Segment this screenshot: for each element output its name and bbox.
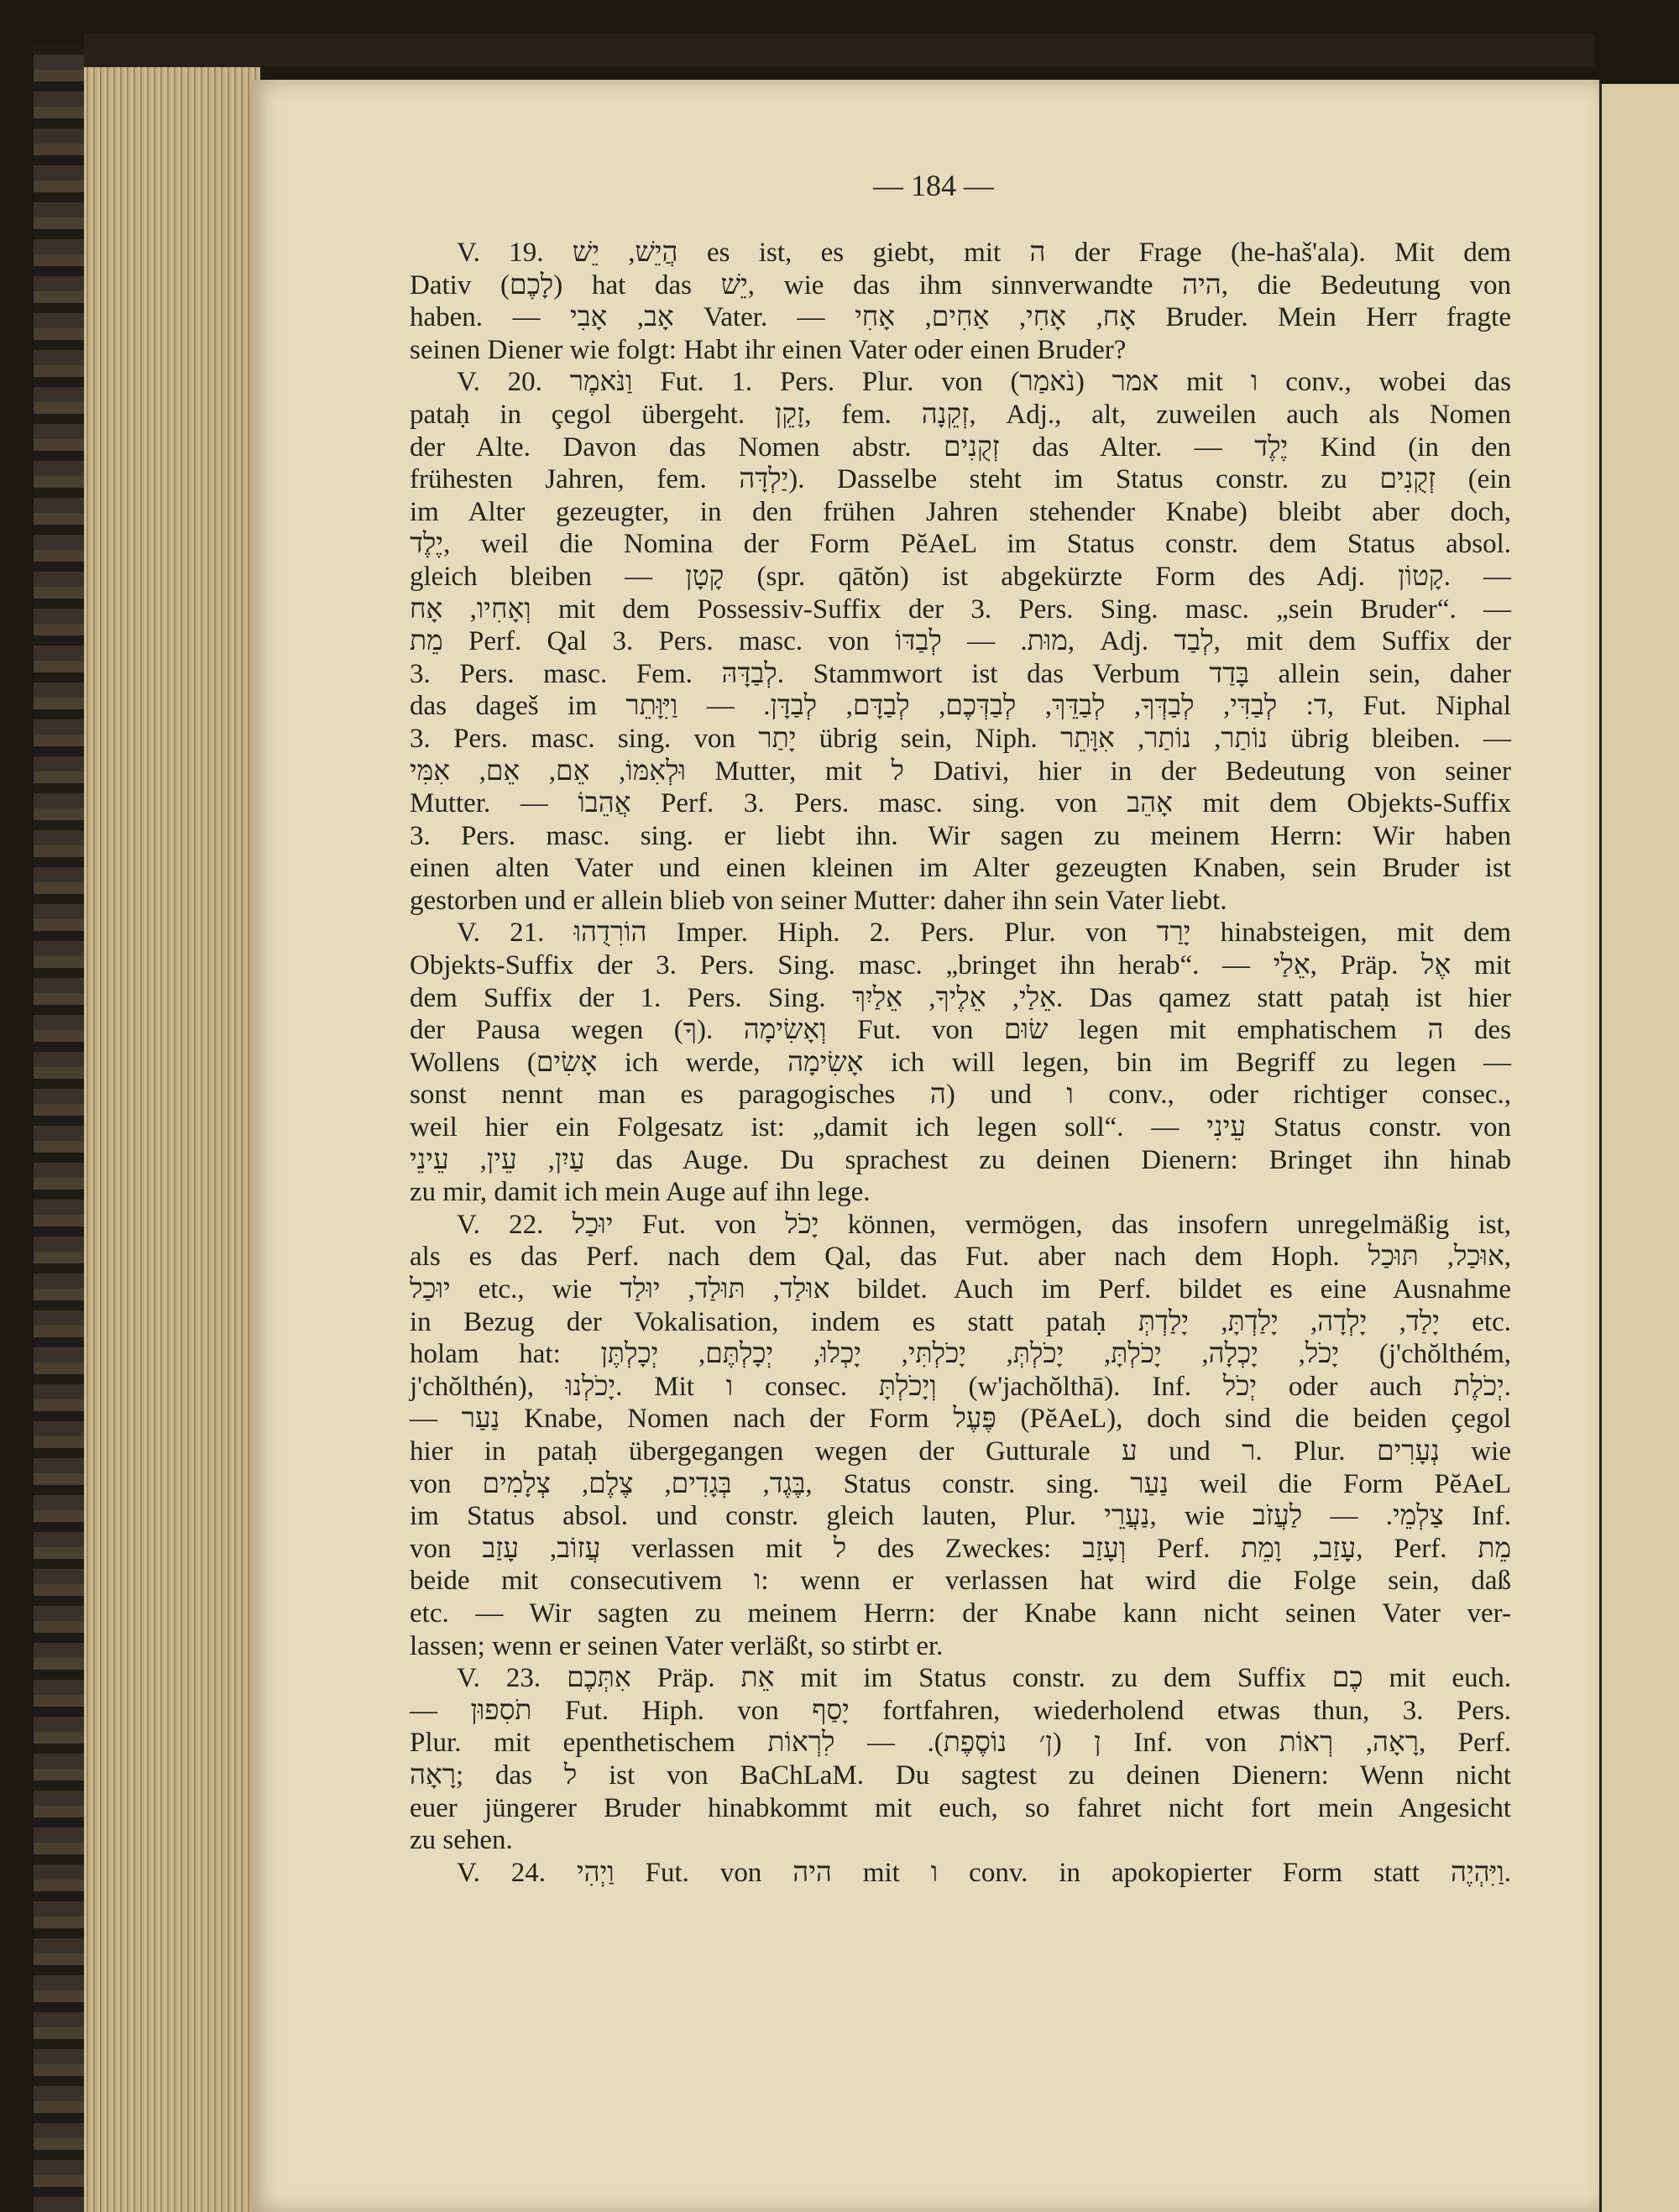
text-line: frühesten Jahren, fem. יַלְדָּה). Dasselbe steht im Status constr. zu זְקֻנִים (ein [410,464,1511,495]
text-line: 3. Pers. masc. sing. von יָתַר übrig sein, Niph. נוֹתַר, נוֹתַר, אִוָּתֵר übrig bleiben. — [410,723,1511,754]
text-line: der Alte. Davon das Nomen abstr. זְקֻנִים das Alter. — יֶלֶד Kind (in den [410,431,1511,463]
text-line: zu sehen. [410,1825,513,1856]
text-line: V. 22. יוּכַל Fut. von יָכֹל können, vermögen, das insofern unregelmäßig ist, [457,1209,1512,1240]
text-line: V. 21. הוֹרִדֻהוּ Imper. Hiph. 2. Pers. Plur. von יָרַד hinabsteigen, mit dem [457,918,1512,949]
page-edges [84,67,260,2212]
text-line: dem Suffix der 1. Pers. Sing. אֵלַי, אֵלֶיךָ, אֵלַיִךְ. Das qamez statt pataḥ ist hier [410,982,1511,1013]
text-line: V. 20. וַנֹּאמֶר Fut. 1. Pers. Plur. von אמר (נֹאמַר) mit ו conv., wobei das [457,367,1512,398]
book-cover-top [84,34,1595,67]
text-line: Wollens (אָשִׂים ich werde, אָשִׂימָה ich will legen, bin im Begriff zu legen — [410,1047,1511,1078]
text-line: von עֲזוֹב, עָזַב verlassen mit ל des Zweckes: וְעָזַב Perf. עָזַב, וָמֵת, Perf. מֵת [410,1533,1512,1564]
text-line: מֵת Perf. Qal 3. Pers. masc. von מוּת. — לְבַדּוֹ, Adj. לְבַד, mit dem Suffix der [410,626,1511,657]
text-line: einen alten Vater und einen kleinen im Alter gezeugten Knaben, sein Bruder ist [410,853,1511,884]
text-line: holam hat: יָכֹל, יָכְלָה, יָכֹלְתָּ, יָכֹלְתְּ, יָכֹלְתִּי, יָכְלוּ, יְכָלְתֶּם, יְכָלְתֶּן (j'chŏlthém, [410,1339,1511,1370]
text-line: in Bezug der Vokalisation, indem es statt pataḥ יָלַד, יָלְדָה, יָלַדְתָּ, יָלַדְתְּ etc. [410,1306,1511,1337]
text-line: im Status absol. und constr. gleich lauten, Plur. נַעֲרֵי, wie צַלְמֵי. — לַעֲזֹב Inf. [410,1501,1511,1532]
text-line: euer jüngerer Bruder hinabkommt mit euch, so fahret nicht fort mein Angesicht [410,1792,1511,1823]
text-line: V. 24. וַיְהִי Fut. von היה mit ו conv. in apokopierter Form statt וַיִּהְיֶה. [457,1857,1511,1888]
text-line: V. 19. הֲיֵשׁ, יֵשׁ es ist, es giebt, mit ה der Frage (he-haš'ala). Mit dem [457,238,1512,268]
text-line: יֶלֶד, weil die Nomina der Form PĕAeL im Status constr. dem Status absol. [410,529,1511,560]
text-line: וּלְאִמּוֹ, אֵם, אֵם, אִמִּי Mutter, mit ל Dativi, hier in der Bedeutung von seiner [410,756,1511,787]
text-line: gleich bleiben — קָטָן (spr. qātŏn) ist abgekürzte Form des Adj. קָטוֹן. — [410,561,1512,592]
text-line: — נַעַר Knabe, Nomen nach der Form פֶּעֶל (PĕAeL), doch sind die beiden çegol [410,1404,1512,1435]
text-line: lassen; wenn er seinen Vater verläßt, so stirbt er. [410,1630,944,1661]
text-line: j'chŏlthén), יָכֹלְנוּ. Mit ו consec. וְיָכֹלְתָּ (w'jachŏlthā). Inf. יְכֹל oder auch יְכֹלֶת. [410,1371,1511,1402]
page-number: — 184 — [873,169,994,202]
text-line: das dageš im ד: לְבַדִּי, לְבַדְּךָ, לְבַדֵּךְ, לְבַדְּכֶם, לְבַדָּם, לְבַדָּן. — וַיִּוָּתֵר, Fut. Niphal [410,691,1511,722]
text-line: Objekts-Suffix der 3. Pers. Sing. masc. „bringet ihn herab“. — אֵלַי, Präp. אֶל mit [410,950,1511,981]
text-line: beide mit consecutivem ו: wenn er verlassen hat wird die Folge sein, daß [410,1566,1511,1597]
text-line: etc. — Wir sagten zu meinem Herrn: der Knabe kann nicht seinen Vater ver- [410,1598,1511,1629]
text-line: hier in pataḥ übergegangen wegen der Gutturale ע und ר. Plur. נְעָרִים wie [410,1435,1511,1467]
text-line: רָאָה; das ל ist von BaChLaM. Du sagtest zu deinen Dienern: Wenn nicht [410,1760,1511,1791]
text-line: עַיִן, עֵין, עֵינֵי das Auge. Du sprachest zu deinen Dienern: Bringet ihn hinab [410,1144,1511,1175]
text-line: Dativ (לָכֶם) hat das יֵשׁ, wie das ihm sinnverwandte היה, die Bedeutung von [410,269,1511,301]
text-line: V. 23. אִתְּכֶם Präp. אֵת mit im Status constr. zu dem Suffix כֶם mit euch. [457,1663,1511,1694]
text-line: 3. Pers. masc. sing. er liebt ihn. Wir sagen zu meinem Herrn: Wir haben [410,820,1511,851]
text-line: haben. — אָב, אָבִי Vater. — אָח, אָחִי, אַחִים, אָחִי Bruder. Mein Herr fragte [410,302,1511,333]
text-line: Plur. mit epenthetischem ן (ן׳ נוֹסֶפֶת). — לִרְאוֹת Inf. von רָאָה, רְאוֹת, Perf. [410,1728,1512,1759]
text-line: im Alter gezeugter, in den frühen Jahren stehender Knabe) bleibt aber doch, [410,496,1511,527]
book-binding [34,46,84,2212]
facing-page-edge [1599,84,1679,2212]
text-line: der Pausa wegen (ךָ). וְאָשִׂימָה Fut. von שׂוּם legen mit emphatischem ה des [410,1015,1511,1046]
text-line: Mutter. — אֲהֵבוֹ Perf. 3. Pers. masc. sing. von אָהֵב mit dem Objekts-Suffix [410,788,1511,819]
page-body [410,237,1511,1889]
text-line: weil hier ein Folgesatz ist: „damit ich legen soll“. — עֵינִי Status constr. von [410,1112,1511,1143]
text-line: וְאָחִיו, אָח mit dem Possessiv-Suffix der 3. Pers. Sing. masc. „sein Bruder“. — [410,594,1511,625]
text-line: pataḥ in çegol übergeht. זָקֵן, fem. זְקֵנָה, Adj., alt, zuweilen auch als Nomen [410,399,1511,430]
text-line: gestorben und er allein blieb von seiner Mutter: daher ihn sein Vater liebt. [410,885,1227,916]
text-line: sonst nennt man es paragogisches ה) und ו conv., oder richtiger consec., [410,1080,1511,1111]
text-line: als es das Perf. nach dem Qal, das Fut. aber nach dem Hoph. אוּכַל, תּוּכַל, [410,1242,1512,1273]
text-line: — תֹסִפוּן Fut. Hiph. von יָסַף fortfahren, wiederholend etwas thun, 3. Pers. [410,1695,1512,1726]
text-line: von בֶּגֶד, בְּגָדִים, צֶלֶם, צְלָמִים, Status constr. sing. נַעַר weil die Form PĕAeL [410,1468,1512,1499]
text-line: zu mir, damit ich mein Auge auf ihn lege. [410,1177,871,1208]
text-line: 3. Pers. masc. Fem. לְבַדָּהּ. Stammwort ist das Verbum בָּדַד allein sein, daher [410,658,1511,689]
text-line: יוּכַל etc., wie אוּלַד, תּוּלַד, יוּלַד bildet. Auch im Perf. bildet es eine Ausnahme [410,1274,1512,1305]
text-line: seinen Diener wie folgt: Habt ihr einen Vater oder einen Bruder? [410,334,1127,365]
